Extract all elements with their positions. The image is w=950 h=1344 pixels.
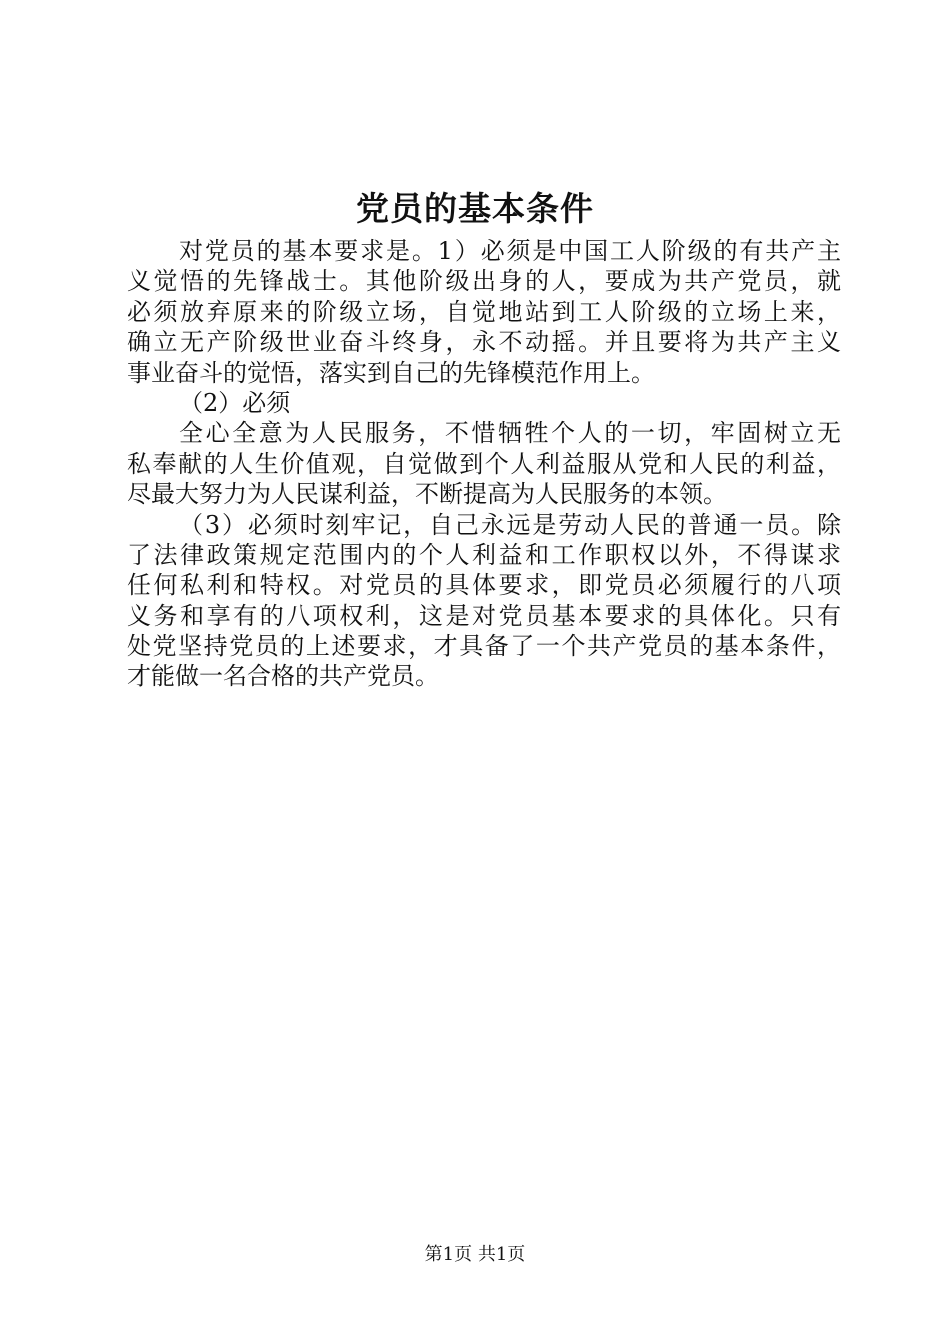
- page-number-footer: 第1页 共1页: [424, 1244, 526, 1265]
- text-line: 义觉悟的先锋战士。其他阶级出身的人，要成为共产党员，就: [127, 267, 841, 296]
- text-line: 事业奋斗的觉悟，落实到自己的先锋模范作用上。: [127, 358, 655, 387]
- text-line: 私奉献的人生价值观，自觉做到个人利益服从党和人民的利益，: [127, 449, 841, 478]
- paragraph-3: [127, 418, 841, 509]
- text-line: 必须放弃原来的阶级立场，自觉地站到工人阶级的立场上来，: [127, 297, 841, 326]
- text-line: 全心全意为人民服务，不惜牺牲个人的一切，牢固树立无: [179, 419, 841, 448]
- paragraph-2: [127, 388, 841, 418]
- paragraph-1: [127, 236, 841, 388]
- text-line: （2）必须: [179, 388, 291, 417]
- text-line: 确立无产阶级世业奋斗终身，永不动摇。并且要将为共产主义: [127, 328, 841, 357]
- text-line: 处党坚持党员的上述要求，才具备了一个共产党员的基本条件，: [127, 632, 841, 661]
- paragraph-4: [127, 510, 841, 692]
- text-line: 义务和享有的八项权利，这是对党员基本要求的具体化。只有: [127, 601, 841, 630]
- text-line: （3）必须时刻牢记，自己永远是劳动人民的普通一员。除: [179, 510, 841, 539]
- document-title: 党员的基本条件: [356, 189, 594, 228]
- text-line: 了法律政策规定范围内的个人利益和工作职权以外，不得谋求: [127, 540, 841, 569]
- document-body: [127, 236, 841, 692]
- text-line: 任何私利和特权。对党员的具体要求，即党员必须履行的八项: [127, 571, 841, 600]
- text-line: 尽最大努力为人民谋利益，不断提高为人民服务的本领。: [127, 480, 727, 509]
- text-line: 对党员的基本要求是。1）必须是中国工人阶级的有共产主: [179, 237, 841, 265]
- text-line: 才能做一名合格的共产党员。: [127, 662, 439, 691]
